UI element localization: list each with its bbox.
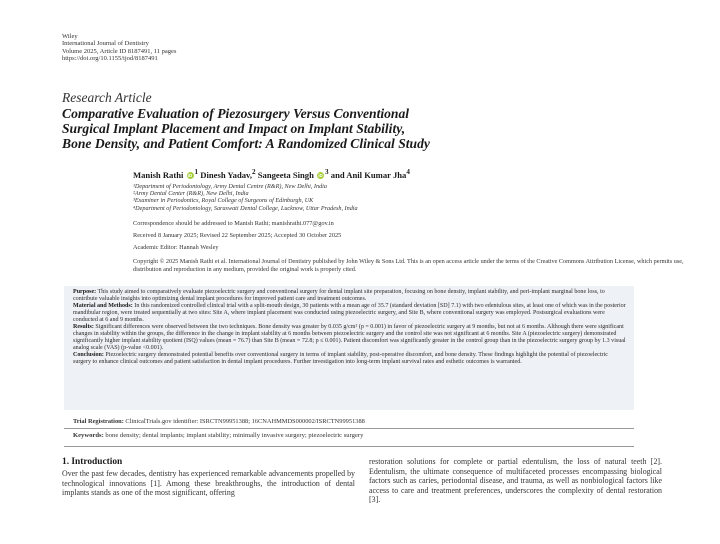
intro-column-right: restoration solutions for complete or partial edentulism, the loss of natural teeth [2]. Edentulism, the ultimate consequence of multifaceted processes encompassing biological factors such as caries, periodontal disease, and trauma, as well as nonbiological factors like access to care and treatment preferences, underscores the complexity of dental restoration [3]. (369, 457, 662, 505)
abstract-conclusion-label: Conclusion: (73, 352, 104, 359)
trial-ids: ClinicalTrials.gov identifier: ISRCTN99951388; 16CNAHMMDS000002/ISRCTN99951388 (123, 418, 365, 425)
trial-label: Trial Registration: (73, 418, 124, 425)
academic-editor: Academic Editor: Hannah Wesley (133, 244, 219, 251)
affiliation: ¹Department of Periodontology, Army Dental Centre (R&R), New Delhi, India (133, 183, 327, 190)
author-name[interactable]: Dinesh Yadav, (200, 169, 253, 180)
title-line: Bone Density, and Patient Comfort: A Randomized Clinical Study (62, 135, 430, 151)
journal-name: International Journal of Dentistry (62, 40, 149, 48)
affiliation: ³Examiner in Periodontics, Royal College of Surgeons of Edinburgh, UK (133, 197, 314, 205)
abstract-results-label: Results: (73, 324, 94, 331)
author-affil-sup: 1 (194, 168, 199, 176)
author-affil-sup: 2 (252, 168, 256, 176)
orcid-icon[interactable]: iD (187, 172, 193, 178)
publisher-name: Wiley (62, 33, 78, 40)
keywords-label: Keywords: (73, 432, 104, 439)
author-name[interactable]: Sangeeta Singh (257, 169, 314, 180)
author-affil-sup: 4 (406, 168, 410, 176)
author-name[interactable]: Manish Rathi (133, 169, 184, 180)
abstract-methods-label: Material and Methods: (73, 303, 133, 310)
affiliation: ²Army Dental Center (R&R), New Delhi, India (133, 190, 249, 198)
volume-info: Volume 2025, Article ID 8187491, 11 pages (62, 47, 177, 55)
abstract-purpose-label: Purpose: (73, 289, 97, 295)
body-columns (60, 0, 670, 544)
section-heading: 1. Introduction (62, 457, 123, 467)
orcid-icon[interactable]: iD (318, 172, 323, 178)
abstract-methods: In this randomized controlled clinical trial with a split-mouth design, 30 patients with a mean age of 35.7 (standard deviation [SD] 7.1) with two edentulous sites, at least one of which was in the posterior mandibular region, were treated sequentially at two sites: Site A, where implant placement was conducted using piezoelectric surgery, and Site B, where conventional surgery was employed. Postsurgical evaluations were conducted at 6 and 9 months. (73, 303, 626, 324)
license-text: Copyright © 2025 Manish Rathi et al. International Journal of Dentistry published by John Wiley & Sons Ltd. This is an open access article under the terms of the Creative Commons Attribution License, which permits use, distribution and reproduction in any medium, provided the original work is properly cited. (133, 258, 684, 273)
doi-link[interactable]: https://doi.org/10.1155/ijod/8187491 (62, 55, 158, 63)
affiliation: ⁴Department of Periodontology, Saraswati Dental College, Lucknow, Uttar Pradesh, India (133, 204, 358, 212)
title-line: Surgical Implant Placement and Impact on Implant Stability, (62, 120, 406, 136)
abstract-conclusion: Piezoelectric surgery demonstrated potential benefits over conventional surgery in terms of implant stability, post-operative discomfort, and bone density. These findings highlight the potential of piezoelectric surgery to enhance clinical outcomes and patient satisfaction in dental implant procedures. Further investigation into long-term implant survival rates and esthetic outcomes is warranted. (73, 352, 608, 366)
abstract-results: Significant differences were observed between the two techniques. Bone density was greater by 0.035 g/cm² (p = 0.001) in favor of piezoelectric surgery at 9 months, but not at 6 months. Although there were significant changes in stability within the groups, the difference in the change in implant stability at 6 months between piezoelectric surgery and the control site was not significant at 6 months. Site A (piezoelectric surgery) demonstrated significantly higher implant stability quotient (ISQ) values (mean = 76.7) than Site B (mean = 72.8; p ≤ 0.001). Patient discomfort was significantly greater in the control group than in the piezoelectric surgery group by 1.3 visual analog scale (VAS) (p-value <0.001). (73, 324, 626, 352)
abstract-purpose: This study aimed to comparatively evaluate piezoelectric surgery and conventional surgery for dental implant site preparation, focusing on bone density, implant stability, and peri-implant marginal bone loss, to contribute valuable insights into optimizing dental implant procedures for improved patient care and treatment outcomes. (73, 289, 605, 303)
title-line: Comparative Evaluation of Piezosurgery Versus Conventional (62, 106, 410, 121)
article-type: Research Article (62, 90, 152, 105)
keywords-list: bone density; dental implants; implant stability; minimally invasive surgery; piezoelectric surgery (103, 432, 364, 439)
author-name[interactable]: and Anil Kumar Jha (330, 169, 407, 180)
correspondence: Correspondence should be addressed to Manish Rathi; manishrathi.077@gov.in (133, 220, 334, 227)
author-affil-sup: 3 (325, 168, 329, 176)
intro-column-left: Over the past few decades, dentistry has experienced remarkable advancements propelled by technological innovations [1]. Among these breakthroughs, the introduction of dental implants stands as one of the most significant, offering (62, 469, 355, 498)
article-dates: Received 8 January 2025; Revised 22 September 2025; Accepted 30 October 2025 (133, 232, 342, 239)
